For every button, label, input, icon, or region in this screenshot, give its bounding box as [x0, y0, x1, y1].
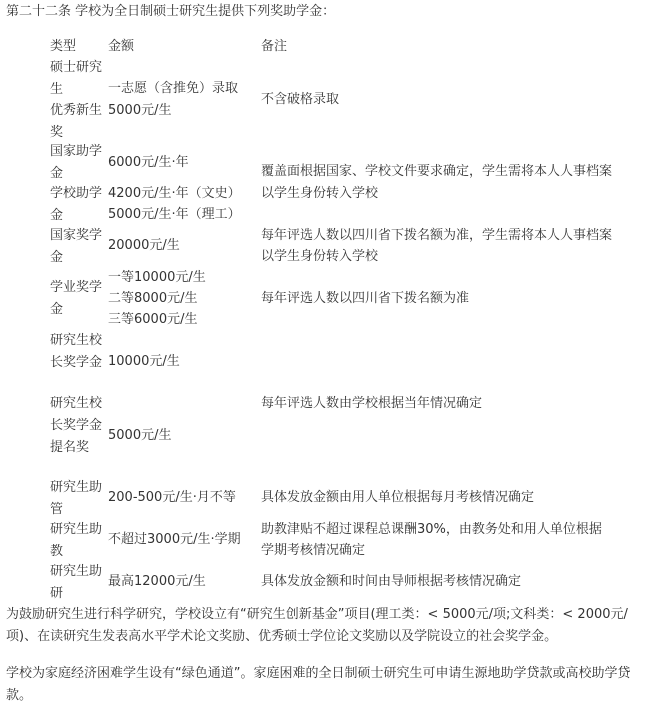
type-cell: 学业奖学金	[50, 280, 103, 317]
note-line: 具体发放金额由用人单位根据每月考核情况确定	[261, 490, 535, 505]
note-line: 具体发放金额和时间由导师根据考核情况确定	[261, 574, 522, 589]
type-cell: 研究生助研	[50, 564, 103, 601]
amount-line: 三等6000元/生	[108, 312, 198, 327]
amount-line: 200-500元/生·月不等	[108, 490, 236, 505]
amount-line: 5000元/生	[108, 103, 172, 118]
type-cell: 研究生助管	[50, 480, 103, 517]
amount-line: 10000元/生	[108, 354, 180, 369]
amount-line: 一等10000元/生	[108, 270, 206, 285]
note-line: 每年评选人数以四川省下拨名额为准，学生需将本人人事档案	[261, 228, 613, 243]
amount-line: 不超过3000元/生·学期	[108, 532, 241, 547]
amount-line: 4200元/生·年（文史）	[108, 186, 241, 201]
note-line: 学期考核情况确定	[261, 543, 366, 558]
header-amount: 金额	[108, 39, 135, 54]
type-cell: 研究生助教	[50, 522, 103, 559]
type-cell: 国家奖学金	[50, 228, 103, 265]
type-cell: 研究生校长奖学金	[50, 333, 103, 370]
amount-line: 5000元/生	[108, 428, 172, 443]
paragraph-innovation-fund: 为鼓励研究生进行科学研究，学校设立有“研究生创新基金”项目(理工类：< 5000元/项;文科类：< 2000元/项)、在读研究生发表高水平学术论文奖励、优秀硕士学位论文奖励以及学院设立的社会奖学金。	[6, 607, 628, 644]
type-cell: 国家助学金	[50, 144, 103, 181]
type-cell: 研究生校长奖学金提名奖	[50, 396, 103, 455]
note-line: 每年评选人数由学校根据当年情况确定	[261, 396, 483, 411]
paragraph-green-channel: 学校为家庭经济困难学生设有“绿色通道”。家庭困难的全日制硕士研究生可申请生源地助学贷款或高校助学贷款。	[6, 666, 631, 703]
type-cell: 硕士研究生	[50, 60, 103, 97]
type-cell: 优秀新生奖	[50, 103, 103, 140]
amount-line: 一志愿（含推免）录取	[108, 81, 239, 96]
amount-line: 5000元/生·年（理工）	[108, 207, 241, 222]
amount-line: 最高12000元/生	[108, 574, 206, 589]
header-note: 备注	[261, 39, 288, 54]
note-line: 以学生身份转入学校	[261, 186, 379, 201]
note-line: 覆盖面根据国家、学校文件要求确定，学生需将本人人事档案	[261, 164, 613, 179]
header-type: 类型	[50, 39, 77, 54]
amount-line: 6000元/生·年	[108, 155, 189, 170]
note-line: 以学生身份转入学校	[261, 249, 379, 264]
amount-line: 20000元/生	[108, 238, 180, 253]
type-cell: 学校助学金	[50, 186, 103, 223]
note-line: 助教津贴不超过课程总课酬30%，由教务处和用人单位根据	[261, 522, 602, 537]
amount-line: 二等8000元/生	[108, 291, 198, 306]
note-line: 每年评选人数以四川省下拨名额为准	[261, 291, 470, 306]
note-line: 不含破格录取	[261, 92, 340, 107]
article-heading: 第二十二条 学校为全日制硕士研究生提供下列奖助学金：	[6, 4, 336, 19]
